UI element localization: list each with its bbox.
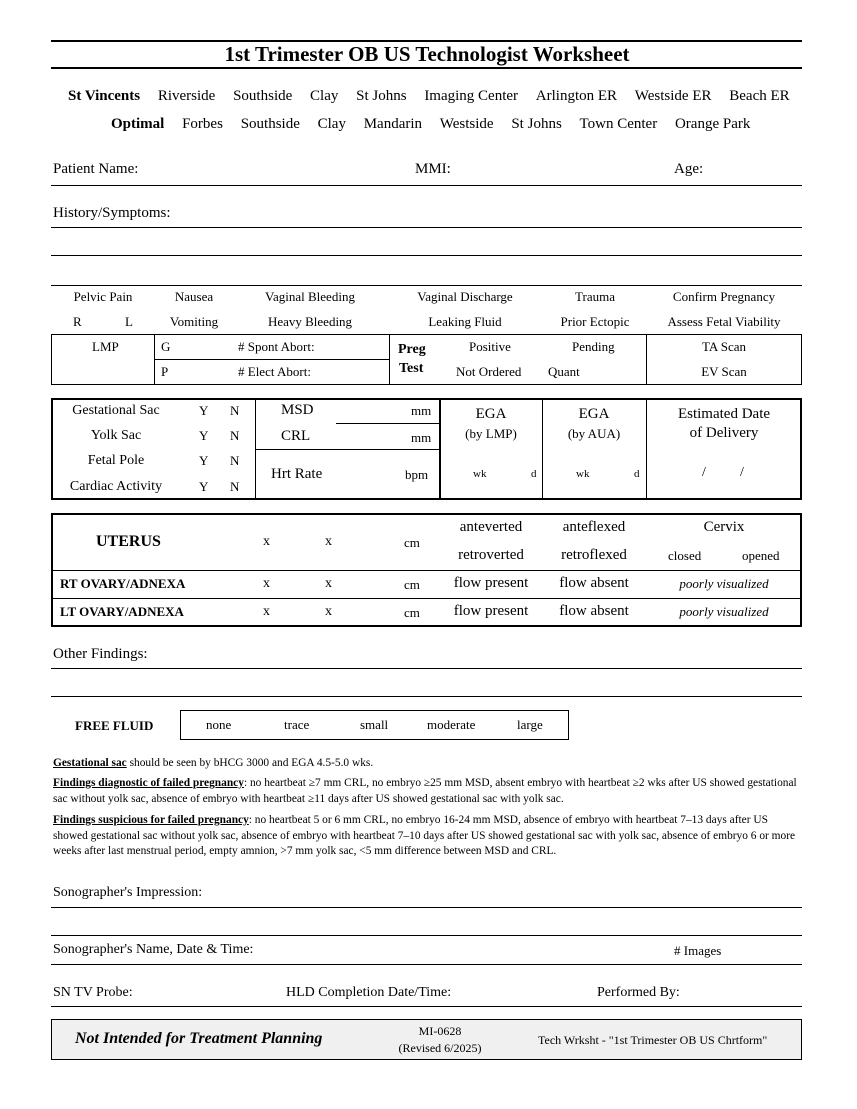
cardiac-activity-label: Cardiac Activity [69, 479, 163, 494]
anteflexed-option[interactable]: anteflexed [562, 519, 626, 535]
preg-test-label: Test [399, 361, 424, 376]
other-findings-rule [51, 696, 802, 697]
symptom-option[interactable]: Prior Ectopic [560, 314, 630, 329]
loc-option[interactable]: St Johns [356, 88, 407, 104]
divider [53, 598, 800, 599]
note-text: : no heartbeat 5 or 6 mm CRL, no embryo 16-24 mm MSD, absence of embryo with heartbeat 7–13 days after US showed gestational sac without yolk sac, absence of embryo with heartbeat 7–10 days after US showed gestational sac with yolk sac, absence of embryo 6 or more weeks after last menstrual period, empty amnion, >7 mm yolk sac, <5 mm difference between MSD and CRL. [53, 814, 796, 857]
unit-bpm: bpm [405, 467, 429, 482]
dimension-x[interactable]: x [263, 576, 270, 591]
gest-sac-label: Gestational Sac [72, 403, 160, 418]
note-text: : no heartbeat ≥7 mm CRL, no embryo ≥25 mm MSD, absent embryo with heartbeat ≥2 wks after US showed gestational sac without yolk sac, absence of embryo with heartbeat ≥11 days after US showed gestational sac with yolk sac. [53, 777, 797, 805]
unit-wk[interactable]: wk [576, 468, 590, 480]
loc-option[interactable]: Mandarin [363, 116, 423, 132]
yes-option[interactable]: Y [199, 428, 209, 443]
gravida-label[interactable]: G [161, 339, 171, 354]
note-title: Findings suspicious for failed pregnancy [53, 814, 249, 826]
impression-label[interactable]: Sonographer's Impression: [53, 885, 203, 900]
preg-not-ordered-option[interactable]: Not Ordered [456, 364, 522, 379]
unit-d[interactable]: d [531, 468, 537, 480]
impression-rule [51, 935, 802, 936]
fluid-trace-option[interactable]: trace [284, 717, 310, 732]
ega-lmp-sublabel: (by LMP) [465, 426, 517, 441]
loc-option[interactable]: Beach ER [729, 88, 790, 104]
divider [389, 334, 390, 385]
dimension-x[interactable]: x [325, 576, 332, 591]
yes-option[interactable]: Y [199, 403, 209, 418]
spont-abort-label[interactable]: # Spont Abort: [238, 339, 315, 354]
dimension-x[interactable]: x [263, 534, 270, 549]
preg-positive-option[interactable]: Positive [469, 339, 511, 354]
cervix-closed-option[interactable]: closed [668, 548, 702, 563]
loc-option[interactable]: Clay [310, 88, 339, 104]
unit-wk[interactable]: wk [473, 468, 487, 480]
form-name: Tech Wrksht - "1st Trimester OB US Chrtform" [538, 1033, 768, 1047]
msd-underline [336, 423, 439, 424]
elect-abort-label[interactable]: # Elect Abort: [238, 364, 311, 379]
images-count-label[interactable]: # Images [674, 943, 722, 958]
patient-rule [51, 185, 802, 186]
yes-option[interactable]: Y [199, 453, 209, 468]
side-left-option[interactable]: L [125, 314, 133, 329]
divider [646, 334, 647, 385]
heart-rate-label[interactable]: Hrt Rate [271, 466, 323, 482]
dimension-x[interactable]: x [325, 604, 332, 619]
history-rule [51, 285, 802, 286]
lt-ovary-label: LT OVARY/ADNEXA [60, 604, 184, 619]
flow-present-option[interactable]: flow present [453, 575, 529, 591]
st-vincents-label: St Vincents [68, 88, 141, 104]
rt-ovary-label: RT OVARY/ADNEXA [60, 576, 186, 591]
symptom-option[interactable]: Confirm Pregnancy [672, 289, 776, 304]
dimension-x[interactable]: x [325, 534, 332, 549]
no-option[interactable]: N [230, 403, 240, 418]
free-fluid-label: FREE FLUID [75, 718, 154, 733]
history-rule [51, 255, 802, 256]
loc-option[interactable]: Westside ER [634, 88, 712, 104]
form-number: MI-0628 [418, 1024, 462, 1038]
mmi-label[interactable]: MMI: [415, 161, 451, 177]
poorly-visualized-option[interactable]: poorly visualized [679, 576, 769, 591]
unit-d[interactable]: d [634, 468, 640, 480]
divider [646, 399, 647, 499]
impression-rule [51, 907, 802, 908]
cervix-label: Cervix [703, 519, 745, 535]
anteverted-option[interactable]: anteverted [459, 519, 523, 535]
yes-option[interactable]: Y [199, 479, 209, 494]
no-option[interactable]: N [230, 479, 240, 494]
uterus-label: UTERUS [96, 533, 161, 550]
ega-aua-sublabel: (by AUA) [567, 426, 621, 441]
loc-option[interactable]: Clay [317, 116, 346, 132]
no-option[interactable]: N [230, 428, 240, 443]
edd-label: Estimated Date [677, 406, 771, 422]
page-title: 1st Trimester OB US Technologist Worksheet [224, 42, 630, 66]
cervix-opened-option[interactable]: opened [742, 548, 780, 563]
ev-scan-option[interactable]: EV Scan [701, 364, 747, 379]
optimal-label: Optimal [111, 116, 165, 132]
gest-sac-note [53, 756, 803, 772]
other-findings-rule [51, 668, 802, 669]
preg-test-label: Preg [398, 342, 426, 357]
age-label[interactable]: Age: [674, 161, 704, 177]
symptom-option[interactable]: Vomiting [169, 314, 219, 329]
suspicious-pregnancy-note [53, 813, 803, 860]
history-label[interactable]: History/Symptoms: [53, 205, 171, 221]
optimal-row [111, 116, 750, 133]
loc-option[interactable]: Imaging Center [424, 88, 519, 104]
no-option[interactable]: N [230, 453, 240, 468]
symptom-option[interactable]: Nausea [174, 289, 214, 304]
loc-option[interactable]: Riverside [157, 88, 216, 104]
divider [542, 399, 543, 499]
fluid-moderate-option[interactable]: moderate [427, 717, 476, 732]
unit-cm: cm [404, 577, 420, 592]
para-label[interactable]: P [161, 364, 169, 379]
divider [439, 399, 441, 499]
divider [53, 570, 800, 571]
performed-rule [51, 1006, 802, 1007]
ega-lmp-label: EGA [475, 406, 507, 422]
ta-scan-option[interactable]: TA Scan [701, 339, 747, 354]
edd-date-slash[interactable]: / [740, 465, 744, 480]
performed-by-label[interactable]: Performed By: [597, 985, 680, 1000]
fluid-none-option[interactable]: none [206, 717, 232, 732]
edd-label: of Delivery [689, 425, 759, 441]
form-revision: (Revised 6/2025) [398, 1041, 482, 1055]
failed-pregnancy-note [53, 776, 803, 807]
unit-mm: mm [411, 430, 432, 445]
loc-option[interactable]: Arlington ER [535, 88, 618, 104]
disclaimer-text: Not Intended for Treatment Planning [75, 1030, 323, 1047]
loc-option[interactable]: Westside [439, 116, 494, 132]
preg-pending-option[interactable]: Pending [572, 339, 615, 354]
unit-cm: cm [404, 535, 420, 550]
loc-option[interactable]: Town Center [579, 116, 658, 132]
hld-completion-label[interactable]: HLD Completion Date/Time: [286, 985, 452, 1000]
unit-cm: cm [404, 605, 420, 620]
retroflexed-option[interactable]: retroflexed [561, 547, 627, 563]
poorly-visualized-option[interactable]: poorly visualized [679, 604, 769, 619]
symptom-option[interactable]: Leaking Fluid [428, 314, 502, 329]
retroverted-option[interactable]: retroverted [458, 547, 524, 563]
sonographer-rule [51, 964, 802, 965]
yolk-sac-label: Yolk Sac [90, 428, 142, 443]
flow-absent-option[interactable]: flow absent [559, 603, 629, 619]
patient-name-label[interactable]: Patient Name: [53, 161, 139, 177]
symptom-option[interactable]: Vaginal Bleeding [265, 289, 355, 304]
ega-aua-label: EGA [578, 406, 610, 422]
title-bottom-rule [51, 67, 802, 69]
preg-quant-option[interactable]: Quant [548, 364, 580, 379]
history-rule [51, 227, 802, 228]
symptom-option[interactable]: Trauma [575, 289, 615, 304]
divider [255, 449, 439, 450]
other-findings-label[interactable]: Other Findings: [53, 646, 148, 662]
symptom-option[interactable]: Assess Fetal Viability [667, 314, 781, 329]
symptom-option[interactable]: Vaginal Discharge [417, 289, 513, 304]
flow-present-option[interactable]: flow present [453, 603, 529, 619]
symptom-option[interactable]: Heavy Bleeding [267, 314, 353, 329]
crl-label[interactable]: CRL [281, 428, 311, 444]
flow-absent-option[interactable]: flow absent [559, 575, 629, 591]
dimension-x[interactable]: x [263, 604, 270, 619]
loc-option[interactable]: Southside [240, 116, 300, 132]
symptom-option[interactable]: Pelvic Pain [73, 289, 133, 304]
loc-option[interactable]: Forbes [182, 116, 223, 132]
unit-mm: mm [411, 403, 432, 418]
fetal-pole-label: Fetal Pole [87, 453, 145, 468]
divider [154, 359, 389, 360]
edd-date-slash[interactable]: / [702, 465, 706, 480]
sonographer-name-label[interactable]: Sonographer's Name, Date & Time: [53, 942, 254, 957]
loc-option[interactable]: Southside [233, 88, 293, 104]
msd-label[interactable]: MSD [281, 402, 314, 418]
fluid-large-option[interactable]: large [517, 717, 543, 732]
note-title: Findings diagnostic of failed pregnancy [53, 777, 244, 789]
tv-probe-label[interactable]: SN TV Probe: [53, 985, 133, 1000]
loc-option[interactable]: St Johns [511, 116, 562, 132]
note-text: should be seen by bHCG 3000 and EGA 4.5-5.0 wks. [126, 757, 374, 769]
lmp-label[interactable]: LMP [92, 339, 119, 354]
st-vincents-row [68, 88, 790, 105]
note-title: Gestational sac [53, 757, 127, 769]
side-right-option[interactable]: R [73, 314, 82, 329]
loc-option[interactable]: Orange Park [674, 116, 751, 132]
fluid-small-option[interactable]: small [360, 717, 389, 732]
